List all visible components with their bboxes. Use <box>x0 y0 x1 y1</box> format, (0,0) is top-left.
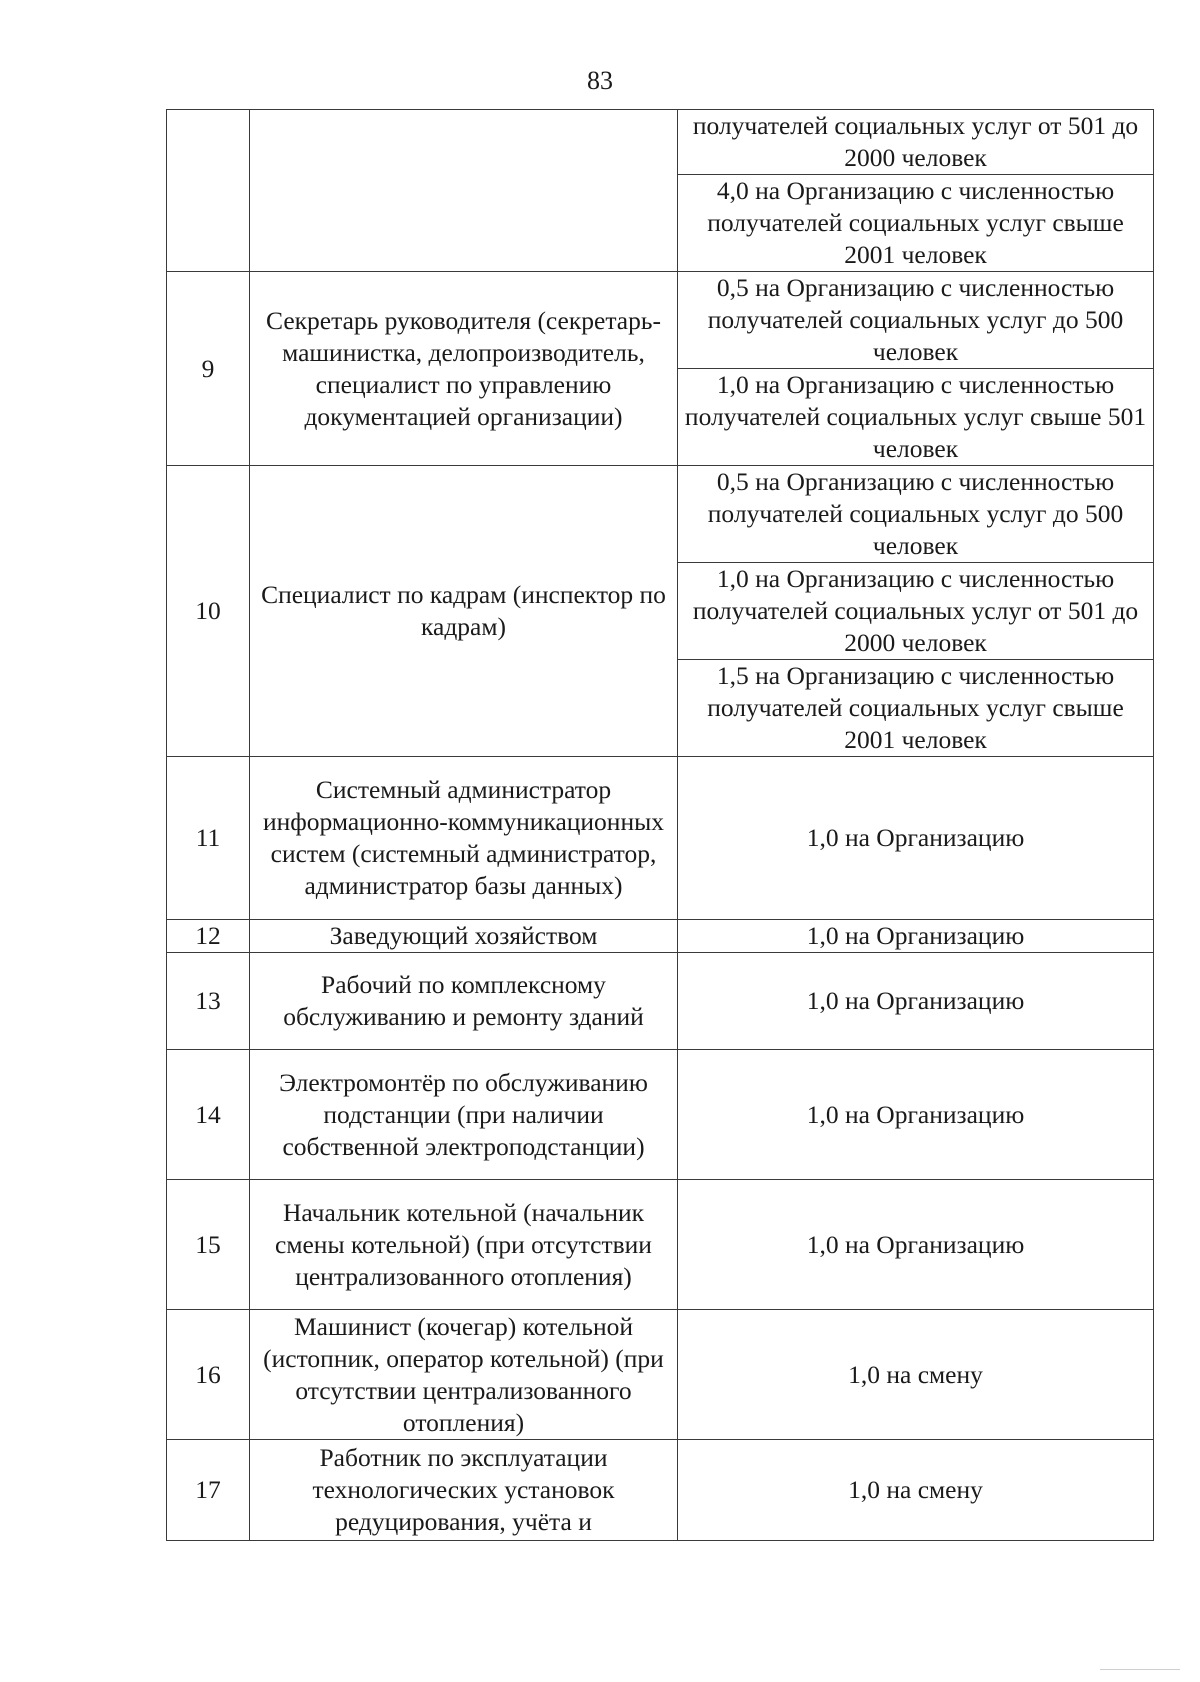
staffing-table <box>166 109 1154 1541</box>
page-number: 83 <box>587 66 613 95</box>
norm-cell: 1,0 на Организацию <box>678 920 1154 953</box>
norm-cell: 1,0 на смену <box>678 1440 1154 1541</box>
table-row <box>167 953 1154 1050</box>
position-cell: Системный администратор информационно-коммуникационных систем (системный администратор, администратор базы данных) <box>250 757 678 920</box>
position-cell: Начальник котельной (начальник смены котельной) (при отсутствии централизованного отопления) <box>250 1180 678 1310</box>
norm-cell: 1,0 на Организацию <box>678 1050 1154 1180</box>
table-row <box>167 757 1154 920</box>
row-number-cell: 15 <box>167 1180 250 1310</box>
table-row <box>167 272 1154 369</box>
norm-cell: 0,5 на Организацию с численностью получателей социальных услуг до 500 человек <box>678 466 1154 563</box>
row-number-cell: 9 <box>167 272 250 466</box>
norm-cell: получателей социальных услуг от 501 до 2000 человек <box>678 110 1154 175</box>
norm-cell: 4,0 на Организацию с численностью получателей социальных услуг свыше 2001 человек <box>678 175 1154 272</box>
table-row <box>167 1310 1154 1440</box>
norm-cell: 1,0 на Организацию с численностью получателей социальных услуг от 501 до 2000 человек <box>678 563 1154 660</box>
position-cell: Заведующий хозяйством <box>250 920 678 953</box>
row-number-cell: 14 <box>167 1050 250 1180</box>
row-number-cell: 13 <box>167 953 250 1050</box>
norm-cell: 0,5 на Организацию с численностью получателей социальных услуг до 500 человек <box>678 272 1154 369</box>
table-row <box>167 466 1154 563</box>
scan-artifact-line <box>1100 1669 1180 1674</box>
table-row <box>167 110 1154 175</box>
norm-cell: 1,0 на смену <box>678 1310 1154 1440</box>
position-cell <box>250 110 678 272</box>
row-number-cell: 10 <box>167 466 250 757</box>
norm-cell: 1,0 на Организацию с численностью получателей социальных услуг свыше 501 человек <box>678 369 1154 466</box>
table-row <box>167 1180 1154 1310</box>
position-cell: Рабочий по комплексному обслуживанию и ремонту зданий <box>250 953 678 1050</box>
table-row <box>167 1050 1154 1180</box>
row-number-cell <box>167 110 250 272</box>
row-number-cell: 16 <box>167 1310 250 1440</box>
norm-cell: 1,0 на Организацию <box>678 757 1154 920</box>
norm-cell: 1,5 на Организацию с численностью получателей социальных услуг свыше 2001 человек <box>678 660 1154 757</box>
position-cell: Машинист (кочегар) котельной (истопник, оператор котельной) (при отсутствии централизованного отопления) <box>250 1310 678 1440</box>
position-cell: Работник по эксплуатации технологических установок редуцирования, учёта и <box>250 1440 678 1541</box>
table-row <box>167 920 1154 953</box>
position-cell: Специалист по кадрам (инспектор по кадрам) <box>250 466 678 757</box>
position-cell: Секретарь руководителя (секретарь-машинистка, делопроизводитель, специалист по управлению документацией организации) <box>250 272 678 466</box>
row-number-cell: 11 <box>167 757 250 920</box>
table-row <box>167 1440 1154 1541</box>
position-cell: Электромонтёр по обслуживанию подстанции (при наличии собственной электроподстанции) <box>250 1050 678 1180</box>
norm-cell: 1,0 на Организацию <box>678 1180 1154 1310</box>
norm-cell: 1,0 на Организацию <box>678 953 1154 1050</box>
row-number-cell: 17 <box>167 1440 250 1541</box>
row-number-cell: 12 <box>167 920 250 953</box>
